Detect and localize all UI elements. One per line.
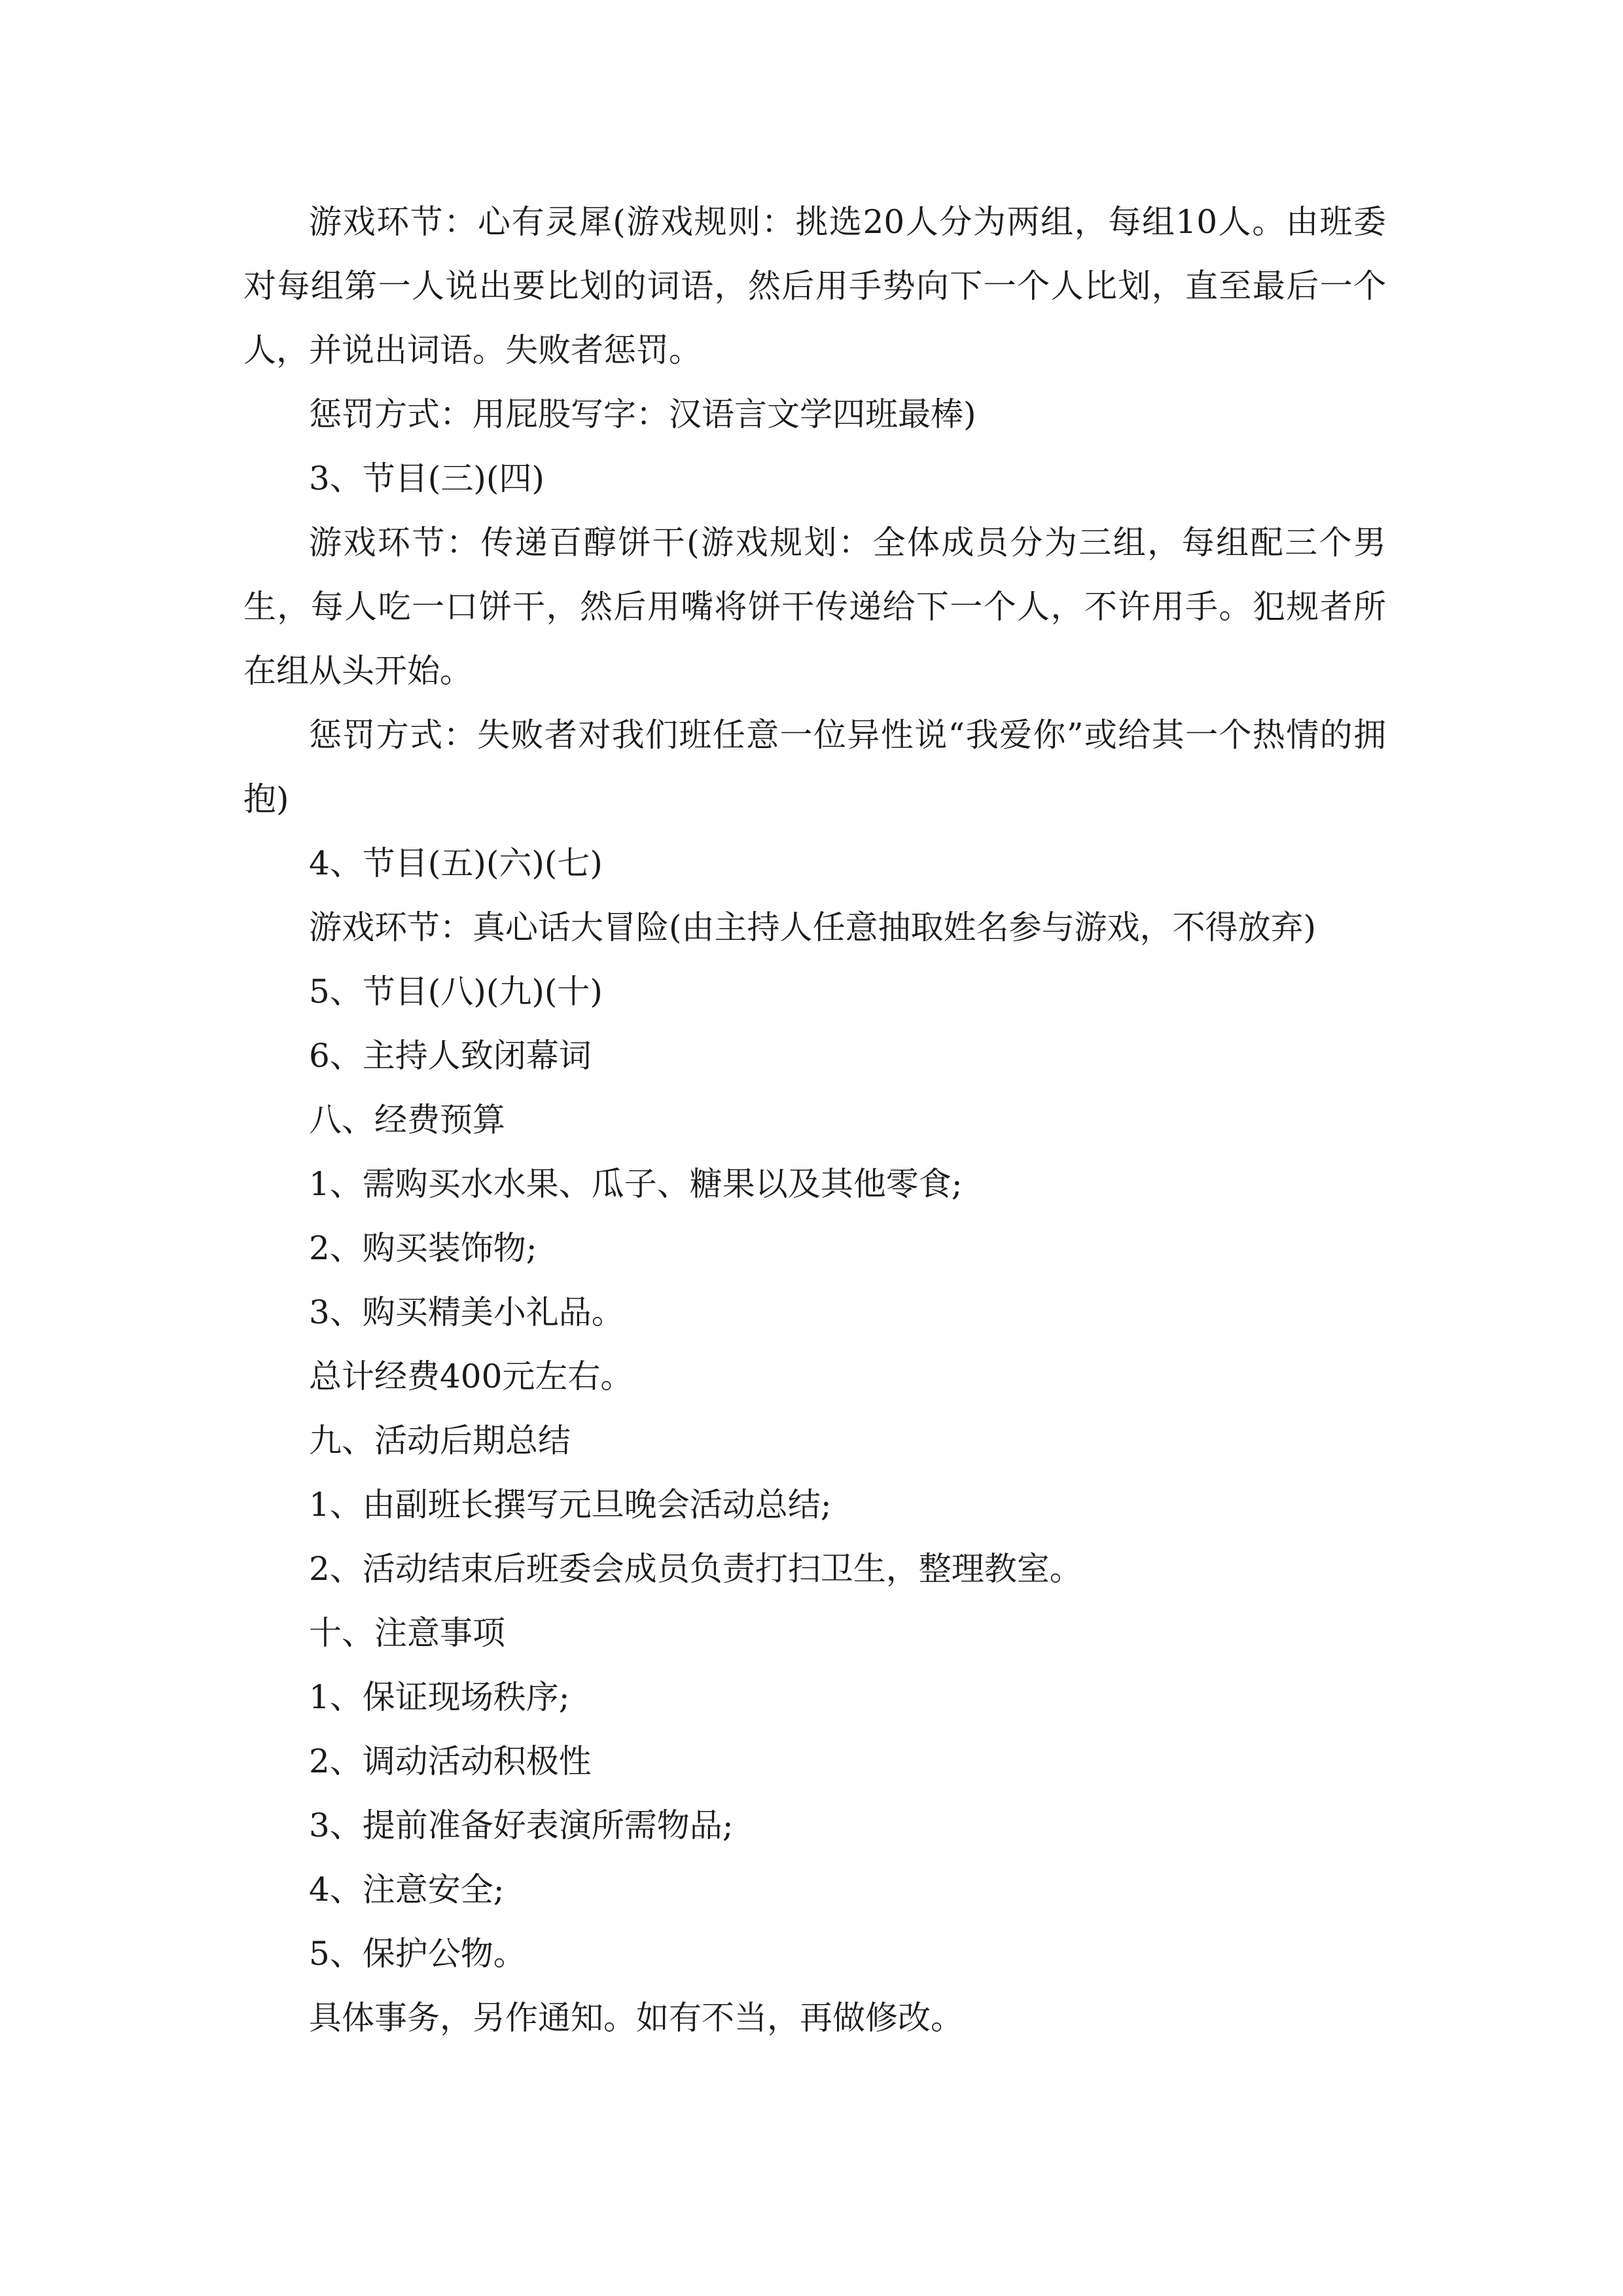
section-heading-notes: 十、注意事项 <box>309 1614 505 1652</box>
list-item-summary-2: 2、活动结束后班委会成员负责打扫卫生，整理教室。 <box>309 1550 1082 1588</box>
list-item-budget-2: 2、购买装饰物; <box>309 1229 537 1267</box>
paragraph-penalty-1: 惩罚方式：用屁股写字：汉语言文学四班最棒) <box>309 395 976 433</box>
paragraph-game-telepathy: 游戏环节：心有灵犀(游戏规则：挑选20人分为两组，每组10人。由班委对每组第一人说出要比划的词语，然后用手势向下一个人比划，直至最后一个人，并说出词语。失败者惩罚。 <box>243 203 1386 369</box>
paragraph-program-8-10: 5、节目(八)(九)(十) <box>309 973 603 1011</box>
list-item-budget-3: 3、购买精美小礼品。 <box>309 1293 624 1331</box>
list-item-notes-4: 4、注意安全; <box>309 1871 505 1909</box>
paragraph-program-5-7: 4、节目(五)(六)(七) <box>309 844 603 882</box>
list-item-notes-1: 1、保证现场秩序; <box>309 1678 570 1716</box>
list-item-summary-1: 1、由副班长撰写元旦晚会活动总结; <box>309 1486 832 1524</box>
list-item-notes-3: 3、提前准备好表演所需物品; <box>309 1806 734 1844</box>
list-item-budget-1: 1、需购买水水果、瓜子、糖果以及其他零食; <box>309 1165 963 1203</box>
paragraph-budget-total: 总计经费400元左右。 <box>309 1357 633 1395</box>
paragraph-penalty-2: 惩罚方式：失败者对我们班任意一位异性说“我爱你”或给其一个热情的拥抱) <box>243 716 1386 818</box>
paragraph-closing-speech: 6、主持人致闭幕词 <box>309 1037 592 1075</box>
paragraph-closing-note: 具体事务，另作通知。如有不当，再做修改。 <box>309 1999 963 2037</box>
section-heading-summary: 九、活动后期总结 <box>309 1422 571 1460</box>
list-item-notes-2: 2、调动活动积极性 <box>309 1742 592 1780</box>
paragraph-game-truth-or-dare: 游戏环节：真心话大冒险(由主持人任意抽取姓名参与游戏，不得放弃) <box>309 908 1317 946</box>
document-body <box>243 190 1386 2050</box>
list-item-notes-5: 5、保护公物。 <box>309 1935 526 1973</box>
paragraph-program-3-4: 3、节目(三)(四) <box>309 459 544 497</box>
paragraph-game-biscuit: 游戏环节：传递百醇饼干(游戏规划：全体成员分为三组，每组配三个男生，每人吃一口饼干，然后用嘴将饼干传递给下一个人，不许用手。犯规者所在组从头开始。 <box>243 524 1386 690</box>
section-heading-budget: 八、经费预算 <box>309 1101 505 1139</box>
